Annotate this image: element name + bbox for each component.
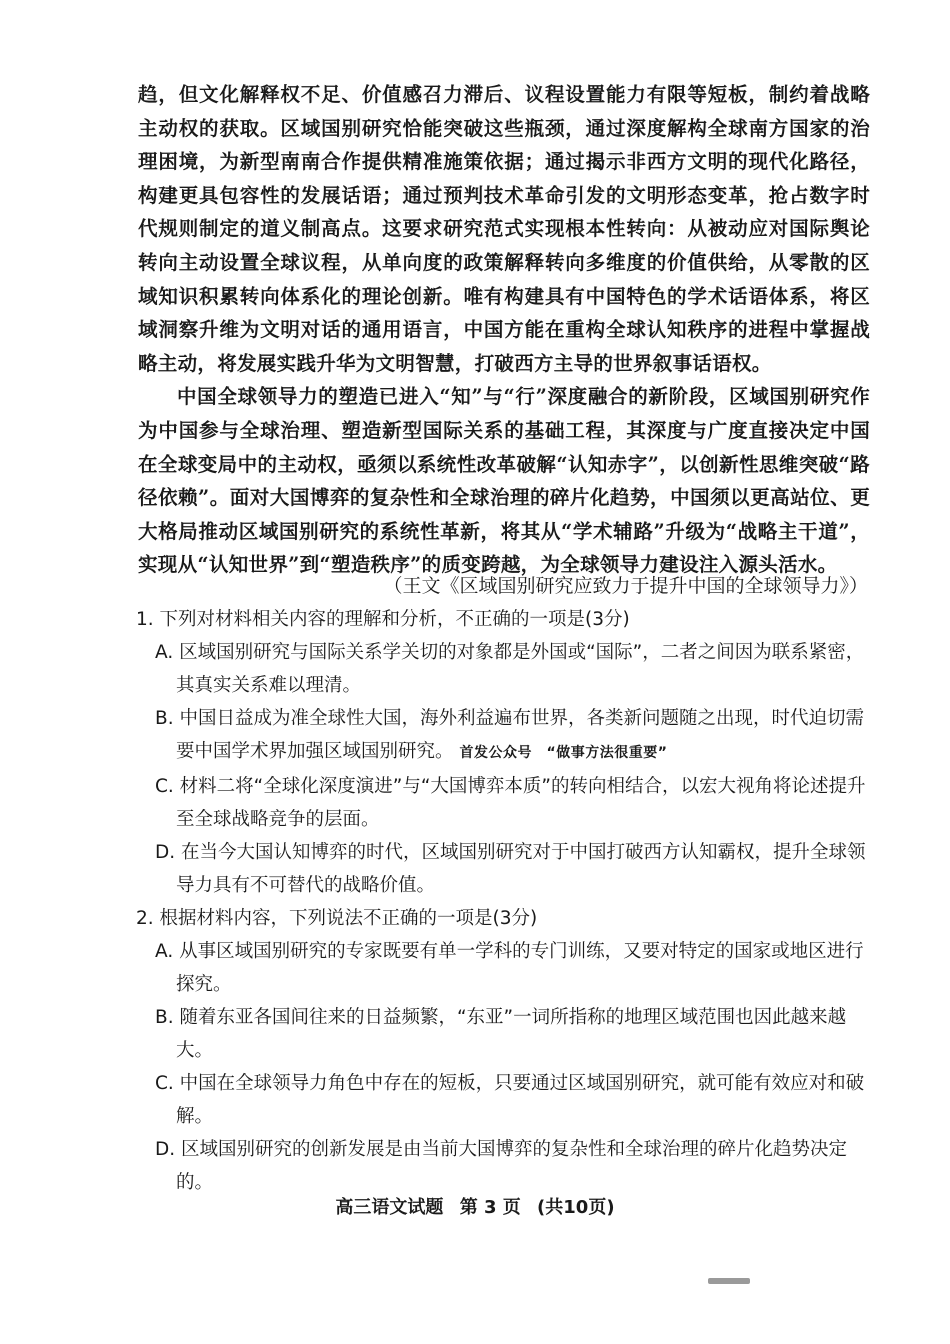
passage-citation: （王文《区域国别研究应致力于提升中国的全球领导力》） bbox=[383, 575, 868, 597]
watermark-text: 首发公众号 “做事方法很重要” bbox=[459, 745, 668, 761]
page-footer bbox=[0, 1193, 950, 1219]
question-1 bbox=[136, 603, 870, 902]
question-2-option-b: B. 随着东亚各国间往来的日益频繁，“东亚”一词所指称的地理区域范围也因此越来越大。 bbox=[155, 1007, 847, 1061]
question-1-option-b bbox=[136, 702, 870, 770]
question-2 bbox=[136, 902, 870, 1199]
question-list bbox=[136, 603, 870, 1199]
passage-paragraph-1: 趋，但文化解释权不足、价值感召力滞后、议程设置能力有限等短板，制约着战略主动权的获取。区域国别研究恰能突破这些瓶颈，通过深度解构全球南方国家的治理困境，为新型南南合作提供精准施策依据；通过揭示非西方文明的现代化路径，构建更具包容性的发展话语；通过预判技术革命引发的文明形态变革，抢占数字时代规则制定的道义制高点。这要求研究范式实现根本性转向：从被动应对国际舆论转向主动设置全球议程，从单向度的政策解释转向多维度的价值供给，从零散的区域知识积累转向体系化的理论创新。唯有构建具有中国特色的学术话语体系，将区域洞察升维为文明对话的通用语言，中国方能在重构全球认知秩序的进程中掌握战略主动，将发展实践升华为文明智慧，打破西方主导的世界叙事话语权。 bbox=[138, 83, 870, 375]
question-2-option-d: D. 区域国别研究的创新发展是由当前大国博弈的复杂性和全球治理的碎片化趋势决定的。 bbox=[155, 1139, 848, 1193]
passage-paragraph-2: 中国全球领导力的塑造已进入“知”与“行”深度融合的新阶段，区域国别研究作为中国参与全球治理、塑造新型国际关系的基础工程，其深度与广度直接决定中国在全球变局中的主动权，亟须以系统性改革破解“认知赤字”，以创新性思维突破“路径依赖”。面对大国博弈的复杂性和全球治理的碎片化趋势，中国须以更高站位、更大格局推动区域国别研究的系统性革新，将其从“学术辅路”升级为“战略主干道”，实现从“认知世界”到“塑造秩序”的质变跨越，为全球领导力建设注入源头活水。 bbox=[138, 385, 870, 577]
question-2-stem: 2. 根据材料内容，下列说法不正确的一项是(3分) bbox=[136, 908, 538, 929]
question-1-option-c: C. 材料二将“全球化深度演进”与“大国博弈本质”的转向相结合，以宏大视角将论述提升至全球战略竞争的层面。 bbox=[155, 776, 866, 830]
scan-smudge bbox=[708, 1278, 750, 1284]
question-1-option-a: A. 区域国别研究与国际关系学关切的对象都是外国或“国际”，二者之间因为联系紧密，其真实关系难以理清。 bbox=[155, 642, 865, 696]
footer-page-number: 第 3 页 bbox=[459, 1197, 521, 1218]
footer-title: 高三语文试题 bbox=[335, 1197, 444, 1218]
question-1-option-d: D. 在当今大国认知博弈的时代，区域国别研究对于中国打破西方认知霸权，提升全球领导力具有不可替代的战略价值。 bbox=[155, 842, 866, 896]
reading-passage bbox=[138, 78, 870, 582]
question-1-option-b-text: B. 中国日益成为准全球性大国，海外利益遍布世界，各类新问题随之出现，时代迫切需要中国学术界加强区域国别研究。 bbox=[155, 708, 864, 762]
question-2-option-a: A. 从事区域国别研究的专家既要有单一学科的专门训练，又要对特定的国家或地区进行探究。 bbox=[155, 941, 864, 995]
footer-total-pages: (共10页) bbox=[537, 1197, 615, 1218]
question-1-stem: 1. 下列对材料相关内容的理解和分析，不正确的一项是(3分) bbox=[136, 609, 630, 630]
question-2-option-c: C. 中国在全球领导力角色中存在的短板，只要通过区域国别研究，就可能有效应对和破解。 bbox=[155, 1073, 865, 1127]
